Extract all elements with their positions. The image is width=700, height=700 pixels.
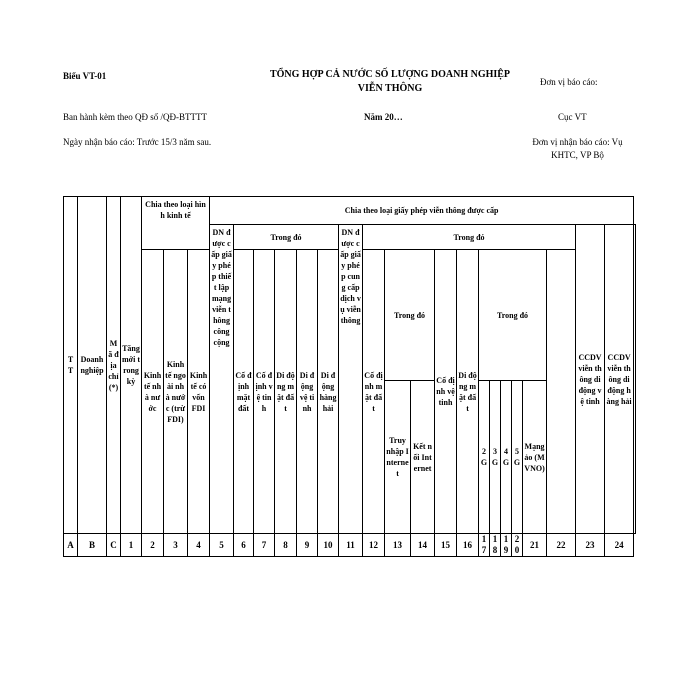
header-enterprise: Doanh nghiệp xyxy=(78,197,107,534)
index-cell: 9 xyxy=(297,534,318,557)
header-mobile-satellite-a: Di động vệ tinh xyxy=(297,250,318,534)
report-title-line2: VIỄN THÔNG xyxy=(357,83,423,94)
report-title-line1: TỔNG HỢP CẢ NƯỚC SỐ LƯỢNG DOANH NGHIỆP xyxy=(269,69,511,80)
header-fixed-satellite-b: Cố định vệ tinh xyxy=(435,250,457,534)
header-of-which-d: Trong đó xyxy=(479,250,547,381)
index-cell: A xyxy=(64,534,78,557)
receiving-unit xyxy=(520,136,635,162)
index-cell: 2 xyxy=(142,534,164,557)
report-table xyxy=(63,196,636,557)
header-by-economic-type: Chia theo loại hình kinh tế xyxy=(142,197,210,250)
receiving-unit-line1: Đơn vị nhận báo cáo: Vụ xyxy=(532,137,623,147)
index-cell: 14 xyxy=(411,534,435,557)
header-of-which-a: Trong đó xyxy=(234,225,339,250)
index-cell: 18 xyxy=(490,534,501,557)
header-mobile-ground-b: Di động mặt đất xyxy=(457,250,479,534)
index-cell: 3 xyxy=(164,534,188,557)
header-fixed-satellite-a: Cố định vệ tinh xyxy=(254,250,275,534)
index-cell: 24 xyxy=(605,534,634,557)
index-cell: 19 xyxy=(501,534,512,557)
header-nonstate: Kinh tế ngoài nhà nước (trừ FDI) xyxy=(164,250,188,534)
header-fixed-ground-b: Cố định mặt đất xyxy=(363,250,385,534)
header-fdi: Kinh tế có vốn FDI xyxy=(188,250,210,534)
index-row xyxy=(64,534,636,557)
header-state: Kinh tế nhà nước xyxy=(142,250,164,534)
header-dn-network: DN được cấp giấy phép thiết lập mạng viễn thông công cộng xyxy=(210,225,234,534)
header-ccdv-maritime: CCDV viễn thông di động hàng hải xyxy=(605,225,634,534)
index-cell: 15 xyxy=(435,534,457,557)
header-internet-connect: Kết nối Internet xyxy=(411,381,435,534)
report-title xyxy=(250,68,530,96)
header-dn-service: DN được cấp giấy phép cung cấp dịch vụ viễn thông xyxy=(339,225,363,534)
reporting-unit: Đơn vị báo cáo: xyxy=(540,77,598,87)
index-cell: 17 xyxy=(479,534,490,557)
index-cell: 13 xyxy=(385,534,411,557)
header-by-license: Chia theo loại giấy phép viễn thông được cấp xyxy=(210,197,634,225)
header-of-which-c: Trong đó xyxy=(385,250,435,381)
header-tt: T T xyxy=(64,197,78,534)
index-cell: 21 xyxy=(523,534,547,557)
index-cell: 23 xyxy=(576,534,605,557)
agency: Cục VT xyxy=(558,112,587,122)
index-cell: 20 xyxy=(512,534,523,557)
header-of-which-b: Trong đó xyxy=(363,225,576,250)
form-code: Biểu VT-01 xyxy=(63,71,107,81)
header-ccdv-aviation xyxy=(634,225,636,534)
index-cell: C xyxy=(107,534,121,557)
index-cell: 10 xyxy=(318,534,339,557)
header-mobile-ground-a: Di động mặt đất xyxy=(275,250,297,534)
issued-with: Ban hành kèm theo QĐ số /QĐ-BTTTT xyxy=(63,112,207,122)
index-cell: 5 xyxy=(210,534,234,557)
header-mobile-maritime-a: Di động hàng hải xyxy=(318,250,339,534)
index-cell: 7 xyxy=(254,534,275,557)
header-2g: 2 G xyxy=(479,381,490,534)
header-5g: 5 G xyxy=(512,381,523,534)
header-fixed-ground-a: Cố định mặt đất xyxy=(234,250,254,534)
header-ccdv-satellite: CCDV viễn thông di động vệ tinh xyxy=(576,225,605,534)
index-cell: 22 xyxy=(547,534,576,557)
index-cell: 16 xyxy=(457,534,479,557)
header-3g: 3 G xyxy=(490,381,501,534)
index-cell: B xyxy=(78,534,107,557)
index-cell: 1 xyxy=(121,534,142,557)
index-cell: 4 xyxy=(188,534,210,557)
header-internet-access: Truy nhập Internet xyxy=(385,381,411,534)
index-cell: 12 xyxy=(363,534,385,557)
index-cell: 11 xyxy=(339,534,363,557)
header-mvno: Mạng ảo (MVNO) xyxy=(523,381,547,534)
header-area-code: Mã địa chỉ (*) xyxy=(107,197,121,534)
receiving-unit-line2: KHTC, VP Bộ xyxy=(551,150,604,160)
report-year: Năm 20… xyxy=(364,112,403,122)
index-cell: 6 xyxy=(234,534,254,557)
index-cell: 8 xyxy=(275,534,297,557)
receive-date: Ngày nhận báo cáo: Trước 15/3 năm sau. xyxy=(63,137,212,147)
header-4g: 4 G xyxy=(501,381,512,534)
header-new: Tăng mới trong kỳ xyxy=(121,197,142,534)
